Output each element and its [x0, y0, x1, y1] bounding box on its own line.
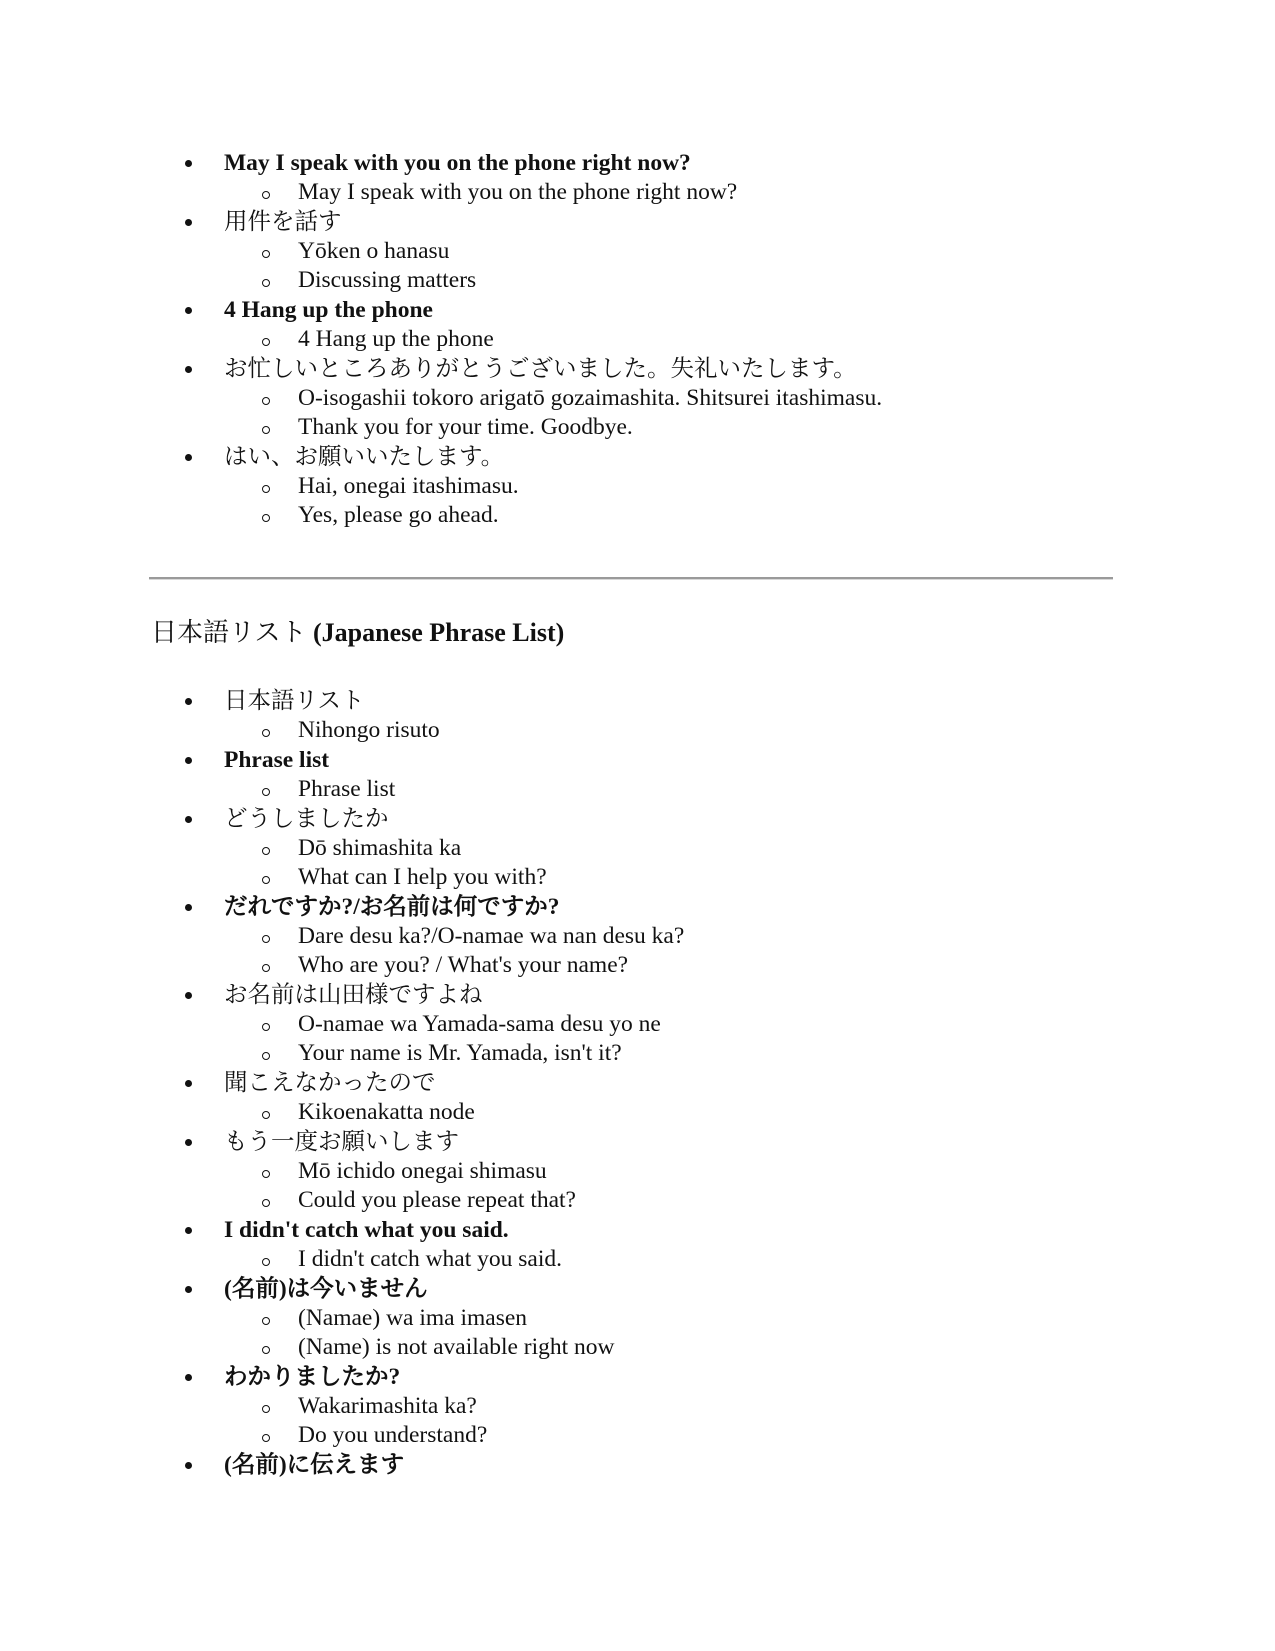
bullet-disc-icon — [185, 1462, 192, 1469]
sub-list-item — [0, 1304, 684, 1333]
bullet-disc-icon — [185, 454, 192, 461]
bullet-circle-icon — [262, 1434, 270, 1442]
list-item — [0, 1450, 684, 1480]
bullet-circle-icon — [262, 964, 270, 972]
sub-list-item — [0, 1333, 684, 1362]
sub-list-item — [0, 1421, 684, 1450]
bullet-disc-icon — [185, 1139, 192, 1146]
bullet-circle-icon — [262, 847, 270, 855]
bullet-circle-icon — [262, 338, 270, 346]
sub-item-label: Yōken o hanasu — [298, 238, 450, 264]
sub-list-item — [0, 716, 684, 745]
sub-item-label: Dare desu ka?/O-namae wa nan desu ka? — [298, 923, 685, 949]
sub-list — [0, 472, 882, 530]
phrase-label: May I speak with you on the phone right now? — [224, 150, 691, 176]
list-item — [0, 686, 684, 745]
phrase-label: わかりましたか? — [224, 1364, 401, 1390]
phrase-text — [0, 207, 882, 237]
sub-list — [0, 1392, 684, 1450]
list-item — [0, 354, 882, 442]
bullet-disc-icon — [185, 366, 192, 373]
list-item — [0, 1215, 684, 1274]
sub-list-item — [0, 384, 882, 413]
phrase-text — [0, 1362, 684, 1392]
list-item — [0, 1068, 684, 1127]
phrase-text — [0, 1274, 684, 1304]
list-item — [0, 442, 882, 530]
bullet-circle-icon — [262, 729, 270, 737]
phrase-label: 用件を話す — [224, 209, 342, 235]
sub-item-label: Discussing matters — [298, 267, 477, 293]
bullet-disc-icon — [185, 992, 192, 999]
section-heading — [151, 616, 564, 650]
bullet-circle-icon — [262, 279, 270, 287]
sub-item-label: O-isogashii tokoro arigatō gozaimashita. Shitsurei itashimasu. — [298, 385, 883, 411]
bullet-disc-icon — [185, 904, 192, 911]
sub-list-item — [0, 775, 684, 804]
sub-list — [0, 325, 882, 354]
section-heading-jp: 日本語リスト — [151, 618, 307, 647]
sub-item-label: May I speak with you on the phone right now? — [298, 179, 738, 205]
phrase-label: I didn't catch what you said. — [224, 1217, 509, 1243]
list-item — [0, 804, 684, 892]
sub-item-label: (Namae) wa ima imasen — [298, 1305, 528, 1331]
sub-item-label: Thank you for your time. Goodbye. — [298, 414, 633, 440]
bullet-circle-icon — [262, 1405, 270, 1413]
phrase-text — [0, 148, 882, 178]
sub-item-label: Could you please repeat that? — [298, 1187, 576, 1213]
phrase-text — [0, 1450, 684, 1480]
list-item — [0, 1362, 684, 1450]
bullet-circle-icon — [262, 426, 270, 434]
sub-list — [0, 1304, 684, 1362]
bullet-disc-icon — [185, 1227, 192, 1234]
bullet-circle-icon — [262, 1346, 270, 1354]
bullet-circle-icon — [262, 1317, 270, 1325]
bullet-disc-icon — [185, 307, 192, 314]
phrase-text — [0, 442, 882, 472]
sub-item-label: Phrase list — [298, 776, 396, 802]
phrase-list-japanese — [0, 686, 684, 1480]
bullet-circle-icon — [262, 1258, 270, 1266]
phrase-text — [0, 980, 684, 1010]
phrase-label: (名前)に伝えます — [224, 1452, 405, 1478]
phrase-label: 日本語リスト — [224, 688, 365, 714]
bullet-circle-icon — [262, 1052, 270, 1060]
sub-list-item — [0, 1157, 684, 1186]
sub-list-item — [0, 834, 684, 863]
sub-list-item — [0, 951, 684, 980]
list-item — [0, 1274, 684, 1362]
sub-item-label: Yes, please go ahead. — [298, 502, 499, 528]
sub-list — [0, 237, 882, 295]
sub-list — [0, 1157, 684, 1215]
sub-list — [0, 1098, 684, 1127]
horizontal-rule — [149, 577, 1113, 580]
bullet-circle-icon — [262, 935, 270, 943]
sub-list — [0, 384, 882, 442]
sub-list-item — [0, 266, 882, 295]
sub-list-item — [0, 237, 882, 266]
phrase-text — [0, 1068, 684, 1098]
sub-list — [0, 716, 684, 745]
section-heading-en: (Japanese Phrase List) — [312, 618, 565, 647]
sub-list-item — [0, 863, 684, 892]
phrase-text — [0, 686, 684, 716]
bullet-circle-icon — [262, 1111, 270, 1119]
phrase-label: お名前は山田様ですよね — [224, 982, 483, 1008]
bullet-disc-icon — [185, 1374, 192, 1381]
sub-item-label: O-namae wa Yamada-sama desu yo ne — [298, 1011, 661, 1037]
bullet-circle-icon — [262, 397, 270, 405]
bullet-disc-icon — [185, 698, 192, 705]
bullet-circle-icon — [262, 250, 270, 258]
phrase-label: 4 Hang up the phone — [224, 297, 433, 323]
list-item — [0, 207, 882, 295]
phrase-text — [0, 295, 882, 325]
sub-item-label: Who are you? / What's your name? — [298, 952, 629, 978]
sub-list-item — [0, 501, 882, 530]
bullet-circle-icon — [262, 788, 270, 796]
sub-item-label: Kikoenakatta node — [298, 1099, 475, 1125]
bullet-circle-icon — [262, 191, 270, 199]
list-item — [0, 295, 882, 354]
sub-item-label: What can I help you with? — [298, 864, 547, 890]
sub-list-item — [0, 1039, 684, 1068]
sub-item-label: Nihongo risuto — [298, 717, 440, 743]
list-item — [0, 745, 684, 804]
bullet-disc-icon — [185, 757, 192, 764]
sub-list-item — [0, 178, 882, 207]
phrase-text — [0, 1127, 684, 1157]
phrase-text — [0, 892, 684, 922]
sub-item-label: Dō shimashita ka — [298, 835, 462, 861]
bullet-disc-icon — [185, 1286, 192, 1293]
sub-item-label: (Name) is not available right now — [298, 1334, 615, 1360]
list-item — [0, 892, 684, 980]
sub-list-item — [0, 1245, 684, 1274]
phrase-text — [0, 745, 684, 775]
bullet-disc-icon — [185, 219, 192, 226]
phrase-label: どうしましたか — [224, 806, 389, 832]
bullet-circle-icon — [262, 1199, 270, 1207]
phrase-text — [0, 804, 684, 834]
phrase-label: はい、お願いいたします。 — [224, 444, 505, 470]
phrase-text — [0, 1215, 684, 1245]
bullet-disc-icon — [185, 1080, 192, 1087]
phrase-list-top — [0, 148, 882, 530]
bullet-circle-icon — [262, 514, 270, 522]
sub-item-label: I didn't catch what you said. — [298, 1246, 562, 1272]
sub-list-item — [0, 413, 882, 442]
list-item — [0, 1127, 684, 1215]
bullet-circle-icon — [262, 485, 270, 493]
list-item — [0, 148, 882, 207]
phrase-label: Phrase list — [224, 747, 330, 773]
sub-list-item — [0, 1010, 684, 1039]
sub-list-item — [0, 1392, 684, 1421]
bullet-disc-icon — [185, 816, 192, 823]
sub-list-item — [0, 1098, 684, 1127]
sub-list-item — [0, 325, 882, 354]
sub-list — [0, 1010, 684, 1068]
sub-list — [0, 1245, 684, 1274]
bullet-circle-icon — [262, 876, 270, 884]
sub-item-label: Mō ichido onegai shimasu — [298, 1158, 547, 1184]
sub-list-item — [0, 1186, 684, 1215]
sub-list — [0, 775, 684, 804]
bullet-circle-icon — [262, 1023, 270, 1031]
phrase-label: お忙しいところありがとうございました。失礼いたします。 — [224, 356, 857, 382]
bullet-circle-icon — [262, 1170, 270, 1178]
bullet-disc-icon — [185, 160, 192, 167]
list-item — [0, 980, 684, 1068]
sub-item-label: 4 Hang up the phone — [298, 326, 494, 352]
sub-item-label: Do you understand? — [298, 1422, 488, 1448]
phrase-label: もう一度お願いします — [224, 1129, 459, 1155]
phrase-label: だれですか?/お名前は何ですか? — [224, 894, 560, 920]
sub-item-label: Wakarimashita ka? — [298, 1393, 477, 1419]
phrase-label: 聞こえなかったので — [224, 1070, 436, 1096]
sub-list-item — [0, 922, 684, 951]
sub-list — [0, 178, 882, 207]
sub-item-label: Your name is Mr. Yamada, isn't it? — [298, 1040, 622, 1066]
sub-list — [0, 922, 684, 980]
phrase-text — [0, 354, 882, 384]
phrase-label: (名前)は今いません — [224, 1276, 428, 1302]
sub-list — [0, 834, 684, 892]
sub-list-item — [0, 472, 882, 501]
sub-item-label: Hai, onegai itashimasu. — [298, 473, 519, 499]
